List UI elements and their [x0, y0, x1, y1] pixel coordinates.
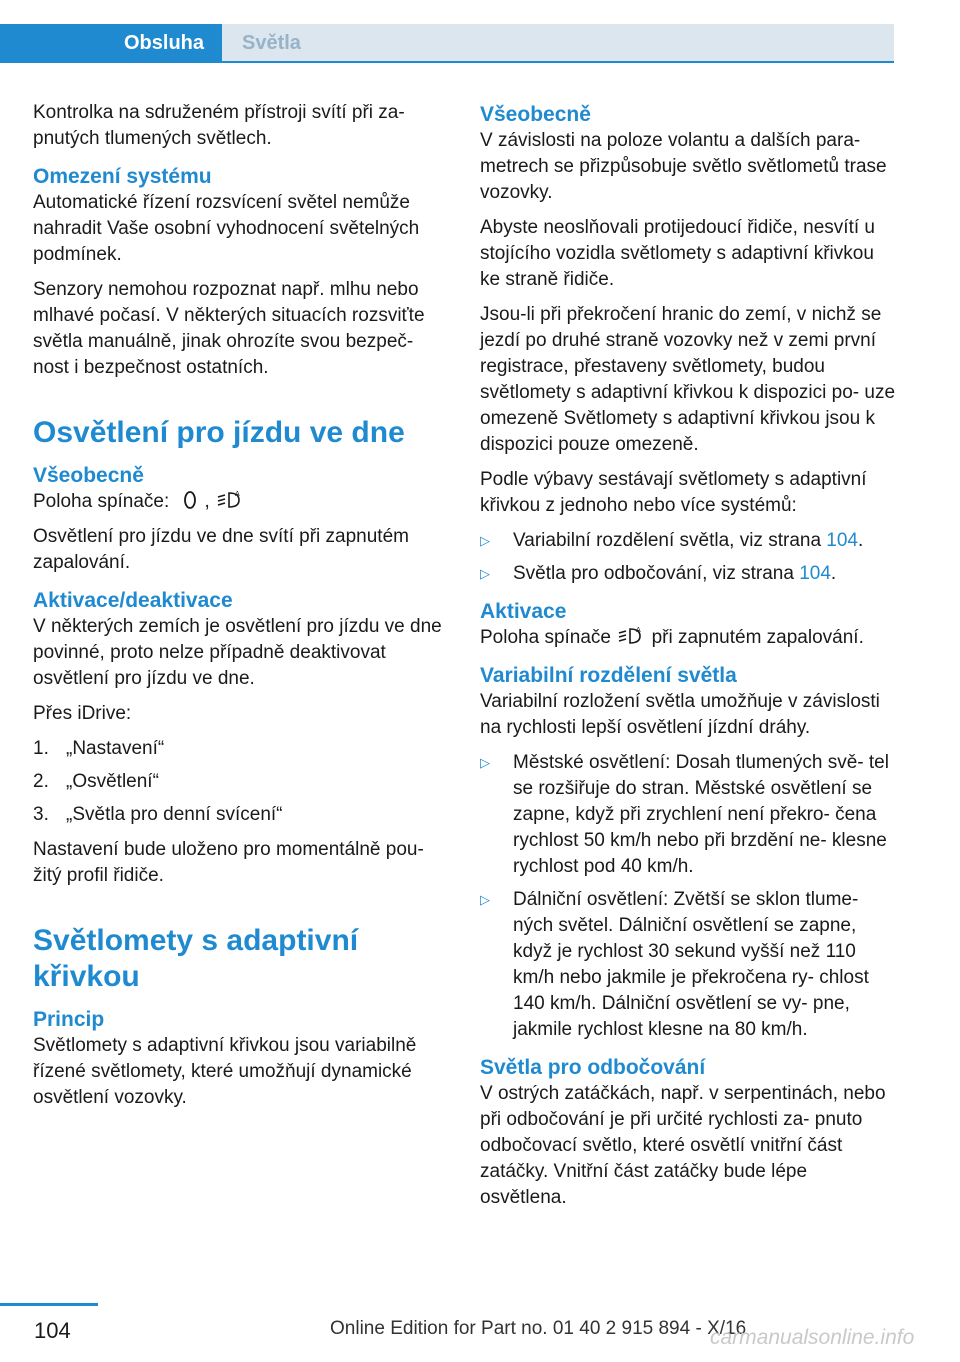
heading-princip: Princip: [33, 1008, 105, 1031]
list-item-tail: .: [830, 563, 837, 584]
paragraph: Kontrolka na sdruženém přístroji svítí při za‐ pnutých tlumených světlech.: [33, 102, 405, 149]
heading-vseobecne: Všeobecně: [480, 103, 591, 126]
paragraph: Abyste neoslňovali protijedoucí řidiče, nesvítí u stojícího vozidla světlomety s adaptivní křivkou ke straně řidiče.: [480, 217, 875, 290]
watermark: carmanualsonline.info: [710, 1326, 915, 1349]
heading-osvetleni-pro-jizdu-ve-dne: Osvětlení pro jízdu ve dne: [33, 416, 405, 449]
paragraph: Nastavení bude uloženo pro momentálně pou‐ žitý profil řidiče.: [33, 839, 424, 886]
list-item: [33, 802, 443, 828]
right-column: [480, 100, 896, 1220]
switch-position-0-icon: [175, 489, 205, 511]
svg-text:A: A: [636, 627, 641, 634]
bullet-triangle-icon: ▷: [480, 755, 490, 770]
paragraph: Jsou-li při překročení hranic do zemí, v nichž se jezdí po druhé straně vozovky než v zemi první registrace, přestaveny světlomety, budou světlomety s adaptivní křivkou k dispozici po‐ uze omezeně Světlomety s adaptivní křivkou jsou k dispozici pouze omezeně.: [480, 304, 896, 455]
list-item: [480, 750, 896, 880]
systems-list: [480, 528, 896, 587]
paragraph: Senzory nemohou rozpoznat např. mlhu nebo mlhavé počasí. V některých situacích rozsviťte světla manuálně, jinak ohrozíte svou bezpeč‐ nost i bezpečnost ostatních.: [33, 279, 425, 378]
idrive-steps-list: [33, 736, 443, 828]
paragraph: Automatické řízení rozsvícení světel nemůže nahradit Vaše osobní vyhodnocení světelných podmínek.: [33, 192, 420, 265]
header-tabs: [0, 24, 960, 62]
step-number: 3.: [33, 804, 49, 825]
switch-auto-light-icon: [215, 489, 245, 511]
list-item-text: Světla pro odbočování, viz strana: [513, 563, 800, 584]
paragraph: Variabilní rozložení světla umožňuje v závislosti na rychlosti lepší osvětlení jízdní dráhy.: [480, 691, 880, 738]
list-item: [480, 528, 896, 554]
paragraph: Podle výbavy sestávají světlomety s adaptivní křivkou z jednoho nebo více systémů:: [480, 469, 867, 516]
switch-auto-light-icon: [616, 625, 646, 647]
list-item: [480, 887, 896, 1043]
activation-text-after: při zapnutém zapalování.: [651, 627, 864, 648]
paragraph: V závislosti na poloze volantu a dalších para‐ metrech se přizpůsobuje světlo světlometů trase vozovky.: [480, 130, 887, 203]
step-text: „Nastavení“: [66, 738, 165, 759]
list-item: [480, 561, 896, 587]
heading-omezeni-systemu: Omezení systému: [33, 165, 212, 188]
left-column: [33, 100, 443, 1120]
page-link[interactable]: 104: [826, 530, 858, 551]
switch-position-line: [33, 489, 443, 515]
bullet-triangle-icon: ▷: [480, 892, 490, 907]
step-text: „Světla pro denní svícení“: [66, 804, 283, 825]
edition-text: Online Edition for Part no. 01 40 2 915 894 - X/16: [330, 1318, 747, 1339]
paragraph: Světlomety s adaptivní křivkou jsou variabilně řízené světlomety, které umožňují dynamické osvětlení vozovky.: [33, 1035, 417, 1108]
tab-svetla[interactable]: Světla: [222, 24, 894, 62]
header-divider: [0, 61, 894, 63]
activation-text-before: Poloha spínače: [480, 627, 611, 648]
list-item-text: Městské osvětlení: Dosah tlumených svě‐ tel se rozšiřuje do stran. Městské osvětlení se zapne, když při zrychlení není překro‐ čena rychlost 50 km/h nebo při brzdění ne‐ klesne rychlost pod 40 km/h.: [513, 752, 889, 877]
paragraph: V některých zemích je osvětlení pro jízdu ve dne povinné, proto nelze případně deaktivovat osvětlení pro jízdu ve dne.: [33, 616, 442, 689]
switch-position-label: Poloha spínače:: [33, 491, 170, 512]
heading-aktivace: Aktivace: [480, 600, 567, 623]
list-item-tail: .: [858, 530, 864, 551]
heading-variabilni-rozdeleni-svetla: Variabilní rozdělení světla: [480, 664, 737, 687]
switch-separator: ,: [204, 491, 210, 512]
page-number: 104: [34, 1318, 71, 1343]
bullet-triangle-icon: ▷: [480, 566, 490, 581]
page-link[interactable]: 104: [799, 563, 831, 584]
step-text: „Osvětlení“: [66, 771, 159, 792]
variable-light-list: [480, 750, 896, 1043]
bullet-triangle-icon: ▷: [480, 533, 490, 548]
step-number: 2.: [33, 771, 49, 792]
heading-svetla-pro-odbocovani: Světla pro odbočování: [480, 1056, 706, 1079]
list-item-text: Dálniční osvětlení: Zvětší se sklon tlume‐ ných světel. Dálniční osvětlení se zapne, když je rychlost 30 sekund vyšší než 110 km/h nebo jakmile je překročena ry‐ chlost 140 km/h. Dálniční osvětlení se vy‐ pne, jakmile rychlost klesne na 80 km/h.: [513, 889, 869, 1040]
paragraph: Osvětlení pro jízdu ve dne svítí při zapnutém zapalování.: [33, 526, 409, 573]
list-item: [33, 769, 443, 795]
heading-svetlomety-s-adaptivni-krivkou: Světlomety s adaptivní křivkou: [33, 924, 359, 993]
svg-text:A: A: [235, 491, 240, 498]
heading-aktivace-deaktivace: Aktivace/deaktivace: [33, 589, 233, 612]
tab-obsluha[interactable]: Obsluha: [0, 24, 222, 62]
paragraph: V ostrých zatáčkách, např. v serpentinách, nebo při odbočování je při určité rychlosti za‐ pnuto odbočovací světlo, které osvětlí vnitřní část zatáčky. Vnitřní část zatáčky bude lépe osvětlena.: [480, 1083, 886, 1208]
paragraph: Přes iDrive:: [33, 703, 132, 724]
heading-vseobecne: Všeobecně: [33, 464, 144, 487]
list-item: [33, 736, 443, 762]
step-number: 1.: [33, 738, 49, 759]
switch-activation-line: [480, 625, 896, 651]
list-item-text: Variabilní rozdělení světla, viz strana: [513, 530, 827, 551]
footer-divider: [0, 1303, 98, 1306]
